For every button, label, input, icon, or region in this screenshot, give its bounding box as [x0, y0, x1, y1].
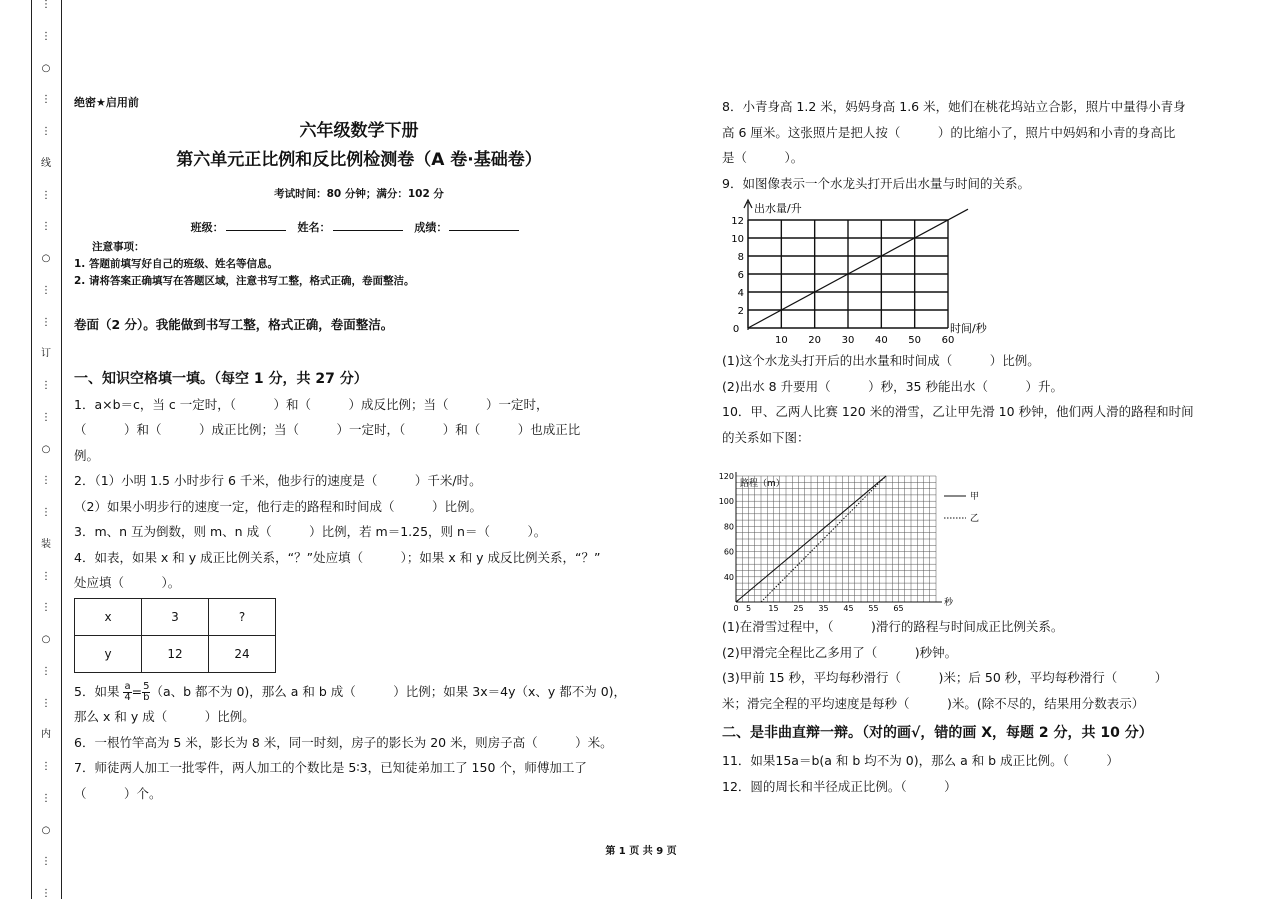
table-cell: 3	[142, 598, 209, 635]
binding-mark-xian: 线	[41, 157, 51, 169]
y-tick-label: 100	[718, 497, 734, 507]
question-7-line: 7．师徒两人加工一批零件，两人加工的个数比是 5∶3，已知徒弟加工了 150 个，师傅加工了	[74, 760, 587, 775]
question-2-line: （2）如果小明步行的速度一定，他行走的路程和时间成（ ）比例。	[74, 498, 482, 514]
frac-num: 5	[143, 680, 150, 692]
score-blank[interactable]	[449, 220, 519, 231]
page-subtitle: 第六单元正比例和反比例检测卷（A 卷·基础卷）	[176, 150, 542, 170]
question-10-part-3: 米；滑完全程的平均速度是每秒（ )米。(除不尽的，结果用分数表示）	[722, 695, 1145, 711]
table-cell: y	[75, 635, 142, 672]
x-tick-label: 45	[843, 604, 854, 613]
neatness-line: 卷面（2 分）。我能做到书写工整，格式正确，卷面整洁。	[74, 317, 394, 332]
question-8-line: 是（ ）。	[722, 150, 804, 165]
x-axis-label: 秒	[944, 598, 954, 608]
question-2-line: 2．（1）小明 1.5 小时步行 6 千米，他步行的速度是（ ）千米/时。	[74, 473, 482, 488]
x-tick-label: 10	[774, 335, 788, 346]
question-6: 6．一根竹竿高为 5 米，影长为 8 米，同一时刻，房子的影长为 20 米，则房子高（ ）米。	[74, 734, 613, 750]
x-tick-label: 5	[745, 604, 752, 613]
x-tick-label: 20	[808, 335, 822, 346]
question-4-line: 处应填（ ）。	[74, 575, 181, 590]
x-tick-label: 60	[941, 335, 955, 346]
y-tick-label: 60	[723, 547, 734, 557]
binding-line-inner	[61, 0, 62, 899]
legend-label-jia: 甲	[970, 492, 980, 502]
frac-num: a	[124, 680, 131, 692]
table-cell: 24	[209, 635, 276, 672]
table-cell: ?	[209, 598, 276, 635]
question-7-line: （ ）个。	[74, 785, 162, 801]
question-9: 9．如图像表示一个水龙头打开后出水量与时间的关系。	[722, 175, 1030, 191]
x-tick-label: 30	[841, 335, 855, 346]
y-tick-label: 120	[718, 472, 734, 481]
chart-ticks	[731, 216, 954, 346]
question-9-part-1: (1)这个水龙头打开后的出水量和时间成（ ）比例。	[722, 353, 1040, 368]
question-1-line: 例。	[74, 447, 100, 463]
page-footer: 第 1 页 共 9 页	[605, 846, 677, 857]
question-5-line: 那么 x 和 y 成（ ）比例。	[74, 709, 255, 724]
y-tick-label: 6	[737, 270, 744, 281]
frac-den: b	[143, 691, 150, 703]
x-tick-label: 0	[732, 324, 740, 335]
y-tick-label: 4	[737, 288, 744, 299]
secret-label: 绝密★启用前	[74, 96, 139, 109]
y-tick-label: 12	[731, 216, 744, 227]
x-tick-label: 65	[893, 604, 904, 613]
x-tick-label: 15	[768, 604, 779, 613]
frac-den: 4	[124, 691, 131, 703]
q5-prefix: 5．如果	[74, 683, 120, 699]
x-tick-label: 25	[793, 604, 804, 613]
x-axis-label: 时间/秒	[950, 322, 987, 335]
table-row	[75, 635, 276, 672]
notice-block	[74, 239, 644, 290]
y-axis-label: 路程（m）	[740, 479, 785, 489]
x-tick-label: 40	[874, 335, 888, 346]
name-label: 姓名：	[297, 221, 331, 234]
notice-item: 1. 答题前填写好自己的班级、姓名等信息。	[74, 258, 278, 270]
binding-mark-zhuang: 装	[41, 538, 51, 550]
question-10-part-2: (2)甲滑完全程比乙多用了（ )秒钟。	[722, 644, 958, 660]
question-12: 12．圆的周长和半径成正比例。（ ）	[722, 778, 957, 794]
question-8-line: 8．小青身高 1.2 米，妈妈身高 1.6 米，她们在桃花坞站立合影，照片中量得小青身	[722, 99, 1186, 114]
question-3: 3．m、n 互为倒数，则 m、n 成（ ）比例，若 m＝1.25，则 n＝（ ）。	[74, 524, 547, 539]
section-1-title: 一、知识空格填一填。（每空 1 分，共 27 分）	[74, 370, 368, 387]
question-11: 11．如果15a＝b(a 和 b 均不为 0)，那么 a 和 b 成正比例。（ ）	[722, 753, 1119, 768]
question-9-part-2: (2)出水 8 升要用（ ）秒，35 秒能出水（ ）升。	[722, 378, 1063, 394]
y-axis-label: 出水量/升	[754, 202, 802, 215]
score-label: 成绩：	[414, 221, 448, 234]
y-tick-label: 8	[737, 252, 744, 263]
left-column	[74, 94, 644, 806]
y-tick-label: 40	[723, 572, 734, 582]
binding-dots: ⋮ ⋮ ○ ⋮ ⋮ 线 ⋮ ⋮ ○ ⋮ ⋮ 订 ⋮ ⋮ ○ ⋮ ⋮ 装 ⋮ ⋮ ○ ⋮ ⋮ 内 ⋮ ⋮ ○ ⋮ ⋮	[41, 0, 51, 899]
question-10-line: 10．甲、乙两人比赛 120 米的滑雪，乙让甲先滑 10 秒钟，他们两人滑的路程和时间	[722, 404, 1194, 419]
y-tick-label: 80	[723, 522, 734, 532]
x-tick-label: 55	[868, 604, 879, 613]
skiing-chart	[718, 454, 1022, 614]
right-column	[718, 94, 1212, 799]
x-tick-label: 50	[908, 335, 922, 346]
question-4-line: 4．如表，如果 x 和 y 成正比例关系，“？”处应填（ ）；如果 x 和 y 成反比例关系，“？”	[74, 549, 601, 565]
binding-mark-ding: 订	[41, 348, 51, 360]
fraction-a-over-4	[123, 682, 131, 703]
binding-line-outer	[31, 0, 32, 899]
question-5-line: 5．如果 $\frac{a}{4}$ = $\frac{5}{b}$ （a、b 都不为 0)，那么 a 和 b 成（ ）比例；如果 3x＝4y（x、y 都不为 0)，	[74, 680, 627, 703]
question-10-line: 的关系如下图：	[722, 429, 810, 445]
y-tick-label: 2	[737, 306, 744, 317]
question-8-line: 高 6 厘米。这张照片是把人按（ ）的比缩小了，照片中妈妈和小青的身高比	[722, 124, 1176, 140]
page-title: 六年级数学下册	[299, 121, 419, 141]
chart-legend	[944, 491, 979, 524]
question-10-part-1: (1)在滑雪过程中，（ )滑行的路程与时间成正比例关系。	[722, 619, 1064, 634]
name-blank[interactable]	[333, 220, 403, 231]
question-1-line: 1．a×b＝c，当 c 一定时，（ ）和（ ）成反比例；当（ ）一定时，	[74, 396, 549, 412]
exam-info: 考试时间：80 分钟；满分：102 分	[274, 188, 444, 200]
x-tick-label: 35	[818, 604, 829, 613]
student-info-row	[74, 219, 644, 235]
notice-title: 注意事项：	[92, 241, 145, 253]
question-10-part-3: (3)甲前 15 秒，平均每秒滑行（ )米；后 50 秒，平均每秒滑行（ ）	[722, 670, 1168, 685]
section-2-title: 二、是非曲直辩一辩。（对的画√，错的画 X，每题 2 分，共 10 分）	[722, 725, 1153, 741]
binding-margin	[0, 0, 62, 899]
class-blank[interactable]	[226, 220, 286, 231]
class-label: 班级：	[190, 221, 224, 234]
water-flow-chart	[722, 196, 1022, 348]
table-row	[75, 598, 276, 635]
notice-item: 2. 请将答案正确填写在答题区域，注意书写工整，格式正确，卷面整洁。	[74, 275, 415, 287]
binding-mark-nei: 内	[41, 729, 51, 741]
xy-table	[74, 598, 276, 673]
q5-suffix: （a、b 都不为 0)，那么 a 和 b 成（ ）比例；如果 3x＝4y（x、y 都不为 0)，	[150, 683, 627, 699]
table-cell: 12	[142, 635, 209, 672]
table-cell: x	[75, 598, 142, 635]
question-1-line: （ ）和（ ）成正比例；当（ ）一定时，（ ）和（ ）也成正比	[74, 422, 581, 437]
x-tick-label: 0	[733, 604, 739, 613]
y-tick-label: 10	[731, 234, 744, 245]
chart-grid	[736, 476, 936, 602]
legend-label-yi: 乙	[970, 514, 980, 524]
